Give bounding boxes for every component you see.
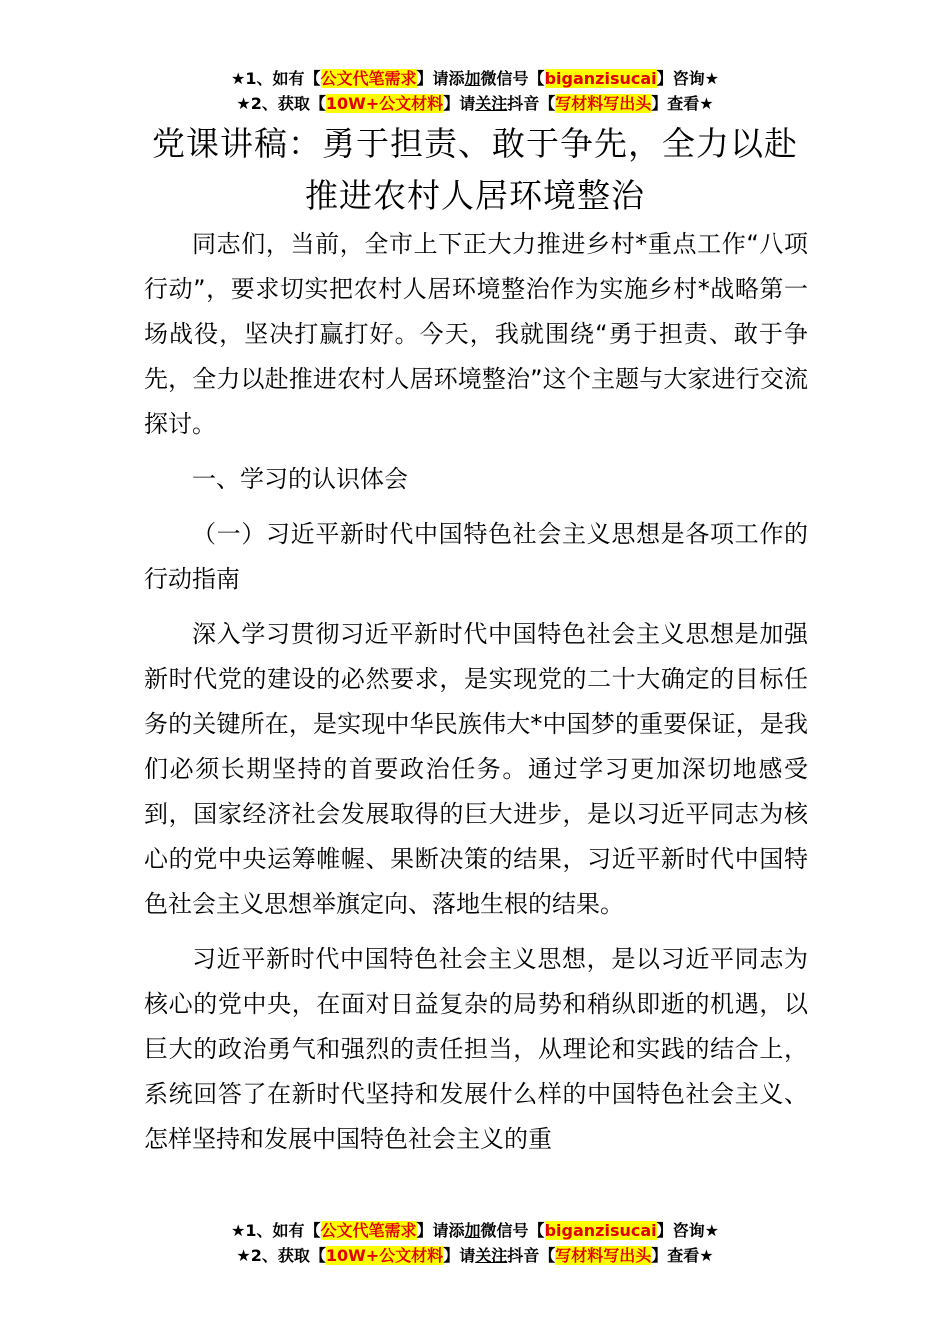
banner-text: 微信号【 [480, 1221, 545, 1240]
footer-banner-line-2 [0, 1243, 950, 1268]
banner-highlight: 公文代笔需求 [320, 69, 417, 88]
banner-highlight: biganzisucai [544, 1221, 657, 1240]
document-title [120, 118, 830, 222]
header-banner-line-2 [0, 91, 950, 116]
banner-highlight: 写材料写出头 [555, 94, 652, 113]
banner-text: 】请 [443, 1246, 476, 1265]
body-paragraph: 深入学习贯彻习近平新时代中国特色社会主义思想是加强新时代党的建设的必然要求，是实现党的二十大确定的目标任务的关键所在，是实现中华民族伟大*中国梦的重要保证，是我们必须长期坚持的首要政治任务。通过学习更加深切地感受到，国家经济社会发展取得的巨大进步，是以习近平同志为核心的党中央运筹帷幄、果断决策的结果，习近平新时代中国特色社会主义思想举旗定向、落地生根的结果。 [144, 620, 808, 918]
title-line-1: 党课讲稿：勇于担责、敢于争先，全力以赴 [152, 124, 798, 163]
banner-highlight: 公文代笔需求 [320, 1221, 417, 1240]
body-paragraph: 习近平新时代中国特色社会主义思想，是以习近平同志为核心的党中央，在面对日益复杂的局势和稍纵即逝的机遇，以巨大的政治勇气和强烈的责任担当，从理论和实践的结合上，系统回答了在新时代坚持和发展什么样的中国特色社会主义、怎样坚持和发展中国特色社会主义的重 [144, 945, 808, 1153]
footer-banner-line-1 [0, 1218, 950, 1243]
banner-highlight: 10W+公文材料 [325, 94, 444, 113]
banner-text: 抖音【 [507, 94, 556, 113]
banner-text: 】请 [443, 94, 476, 113]
banner-text: 抖音【 [507, 1246, 556, 1265]
section-heading: 一、学习的认识体会 [192, 465, 408, 493]
banner-text: 】咨询★ [656, 69, 719, 88]
banner-underline: 加 [464, 1221, 481, 1240]
banner-text: ★1、如有【 [231, 69, 321, 88]
subsection-heading: （一）习近平新时代中国特色社会主义思想是各项工作的行动指南 [144, 520, 808, 593]
banner-highlight: 写材料写出头 [555, 1246, 652, 1265]
banner-text: ★2、获取【 [236, 94, 326, 113]
banner-text: 】查看★ [651, 94, 714, 113]
banner-text: 微信号【 [480, 69, 545, 88]
banner-text: ★2、获取【 [236, 1246, 326, 1265]
banner-text: 】咨询★ [656, 1221, 719, 1240]
header-banner [0, 66, 950, 116]
footer-banner [0, 1218, 950, 1268]
banner-text: 】请添 [416, 1221, 465, 1240]
document-body [144, 222, 808, 1162]
banner-underline: 关注 [475, 94, 508, 113]
banner-text: 】请添 [416, 69, 465, 88]
banner-highlight: biganzisucai [544, 69, 657, 88]
banner-underline: 关注 [475, 1246, 508, 1265]
header-banner-line-1 [0, 66, 950, 91]
banner-underline: 加 [464, 69, 481, 88]
banner-highlight: 10W+公文材料 [325, 1246, 444, 1265]
banner-text: 】查看★ [651, 1246, 714, 1265]
title-line-2: 推进农村人居环境整治 [305, 176, 645, 215]
banner-text: ★1、如有【 [231, 1221, 321, 1240]
body-paragraph: 同志们，当前，全市上下正大力推进乡村*重点工作“八项行动”，要求切实把农村人居环境整治作为实施乡村*战略第一场战役，坚决打赢打好。今天，我就围绕“勇于担责、敢于争先，全力以赴推进农村人居环境整治”这个主题与大家进行交流探讨。 [144, 230, 808, 438]
